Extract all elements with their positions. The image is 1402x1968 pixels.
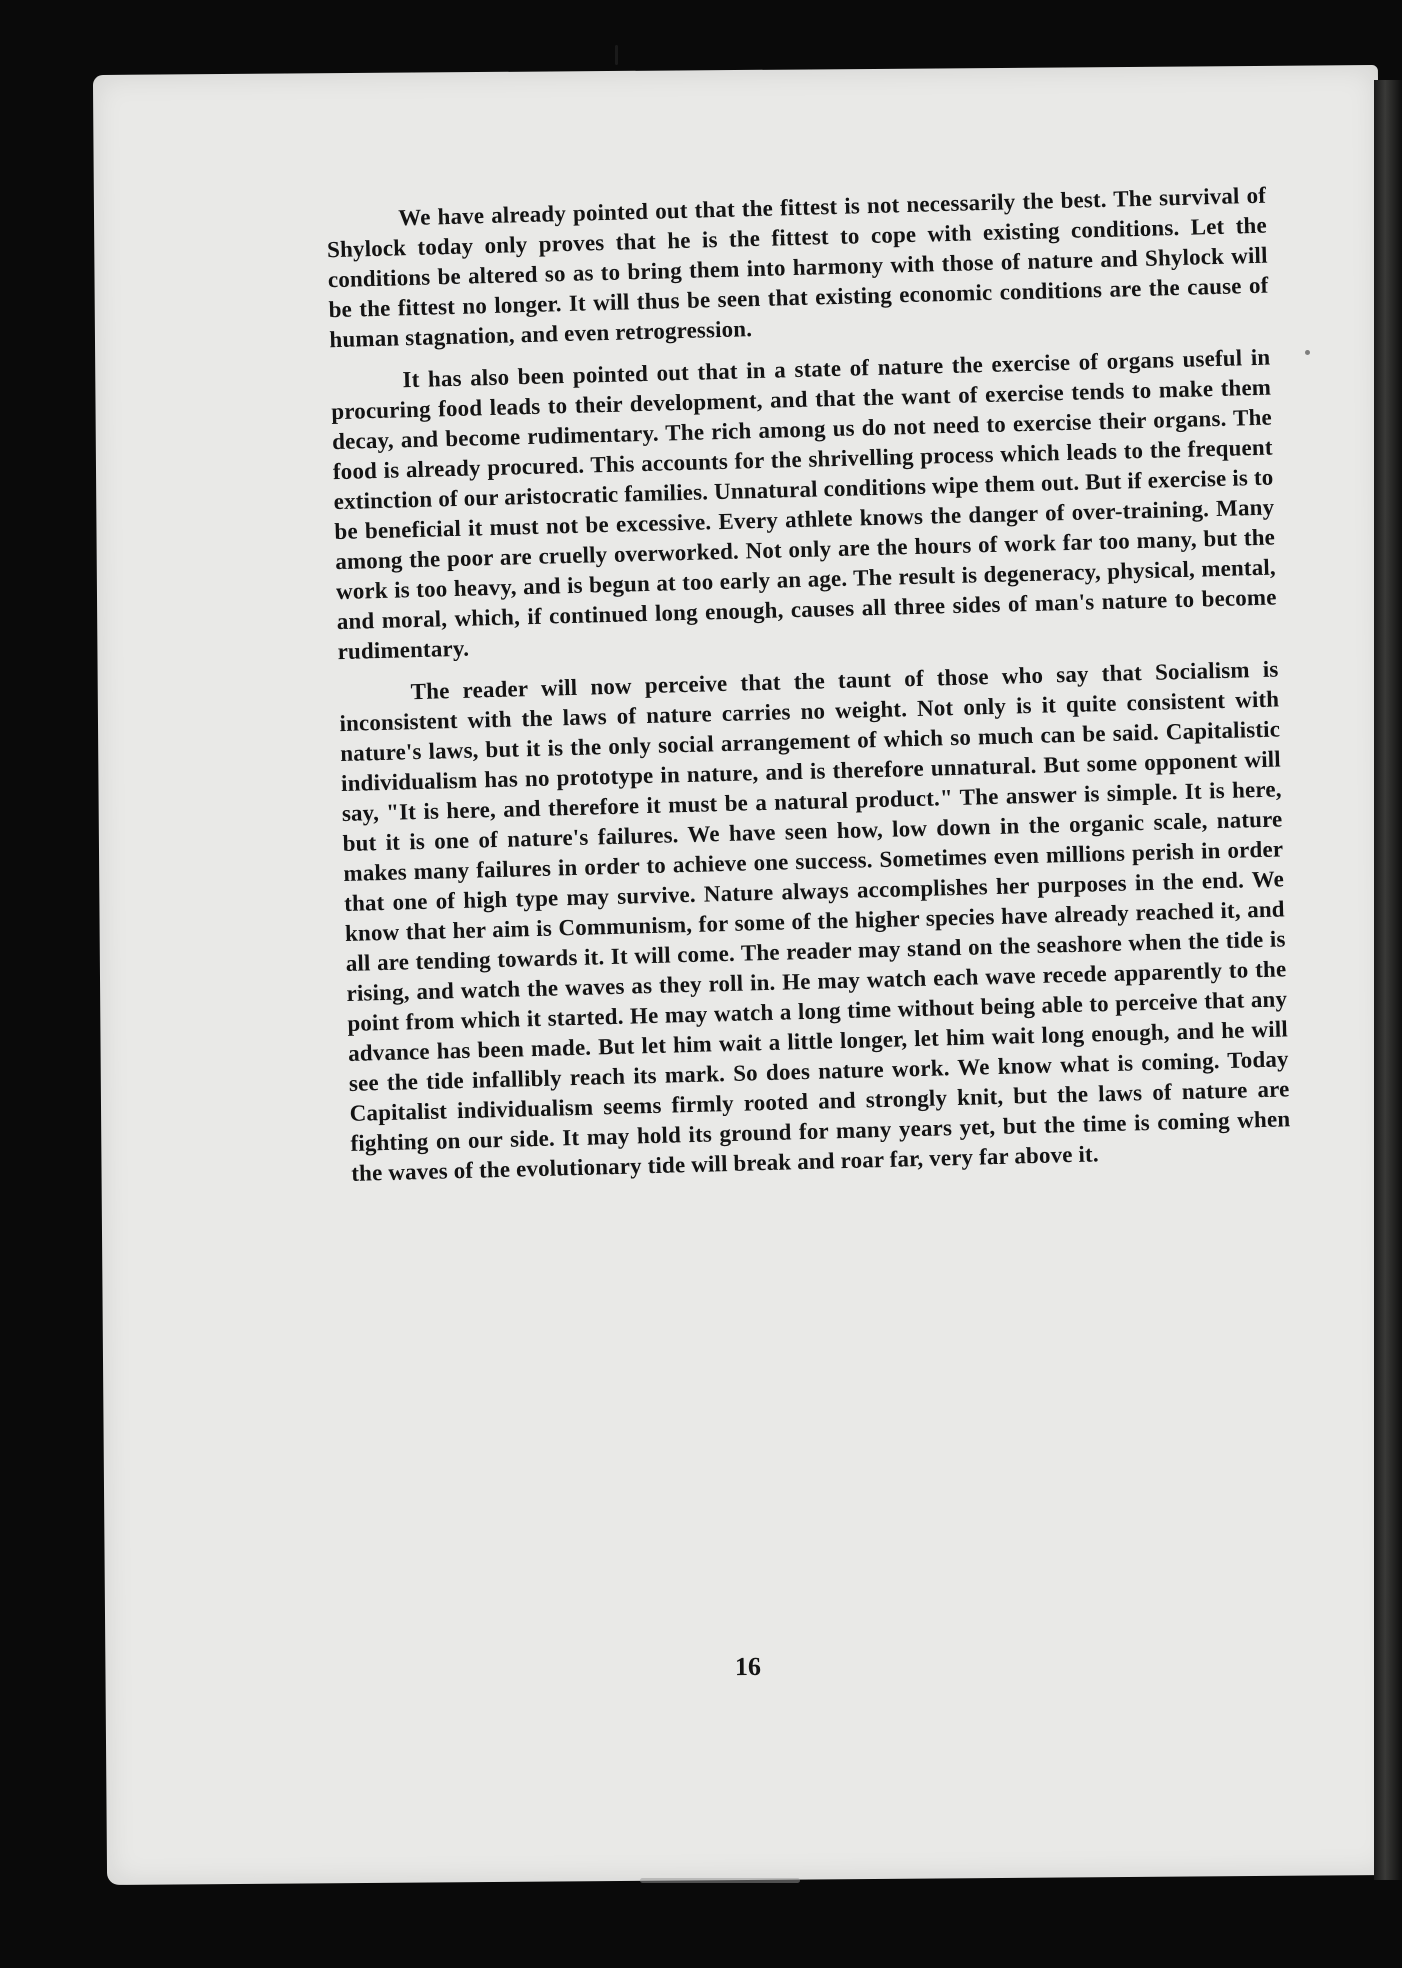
paragraph-2: It has also been pointed out that in a state of nature the exercise of organs useful in procuring food leads to their development, and that the want of exercise tends to make them decay, and become rudimentary. The rich among us do not need to exercise their organs. The food is already procured. This accounts for the shrivelling process which leads to the frequent extinction of our aristocratic families. Unnatural conditions wipe them out. But if exercise is to be beneficial it must not be excessive. Every athlete knows the danger of over-training. Many among the poor are cruelly overworked. Not only are the hours of work far too many, but the work is too heavy, and is begun at too early an age. The result is degeneracy, physical, mental, and moral, which, if continued long enough, causes all three sides of man's nature to become rudimentary. bbox=[331, 344, 1277, 665]
scan-speck bbox=[1305, 350, 1310, 355]
document-page bbox=[93, 65, 1392, 1885]
paragraph-1: We have already pointed out that the fittest is not necessarily the best. The survival of Shylock today only proves that he is the fittest to cope with existing conditions. Let the conditions be altered so as to bring them into harmony with those of nature and Shylock will be the fittest no longer. It will thus be seen that existing economic conditions are the cause of human stagnation, and even retrogression. bbox=[326, 182, 1269, 353]
scan-speck bbox=[640, 1878, 800, 1883]
adjacent-page-edge bbox=[1374, 80, 1402, 1880]
scan-speck bbox=[615, 45, 618, 65]
paragraph-3: The reader will now perceive that the taunt of those who say that Socialism is inconsistent with the laws of nature carries no weight. Not only is it quite consistent with nature's laws, but it is the only social arrangement of which so much can be said. Capitalistic individualism has no prototype in nature, and is therefore unnatural. But some opponent will say, "It is here, and therefore it must be a natural product." The answer is simple. It is here, but it is one of nature's failures. We have seen how, low down in the organic scale, nature makes many failures in order to achieve one success. Sometimes even millions perish in order that one of high type may survive. Nature always accomplishes her purposes in the end. We know that her aim is Communism, for some of the higher species have already reached it, and all are tending towards it. It will come. The reader may stand on the seashore when the tide is rising, and watch the waves as they roll in. He may watch each wave recede apparently to the point from which it started. He may watch a long time without being able to perceive that any advance has been made. But let him wait a little longer, let him wait long enough, and he will see the tide infallibly reach its mark. So does nature work. We know what is coming. Today Capitalist individualism seems firmly rooted and strongly knit, but the laws of nature are fighting on our side. It may hold its ground for many years yet, but the time is coming when the waves of the evolutionary tide will break and roar far, very far above it. bbox=[339, 656, 1291, 1186]
body-text bbox=[326, 181, 1292, 1201]
page-number: 16 bbox=[734, 1651, 762, 1682]
